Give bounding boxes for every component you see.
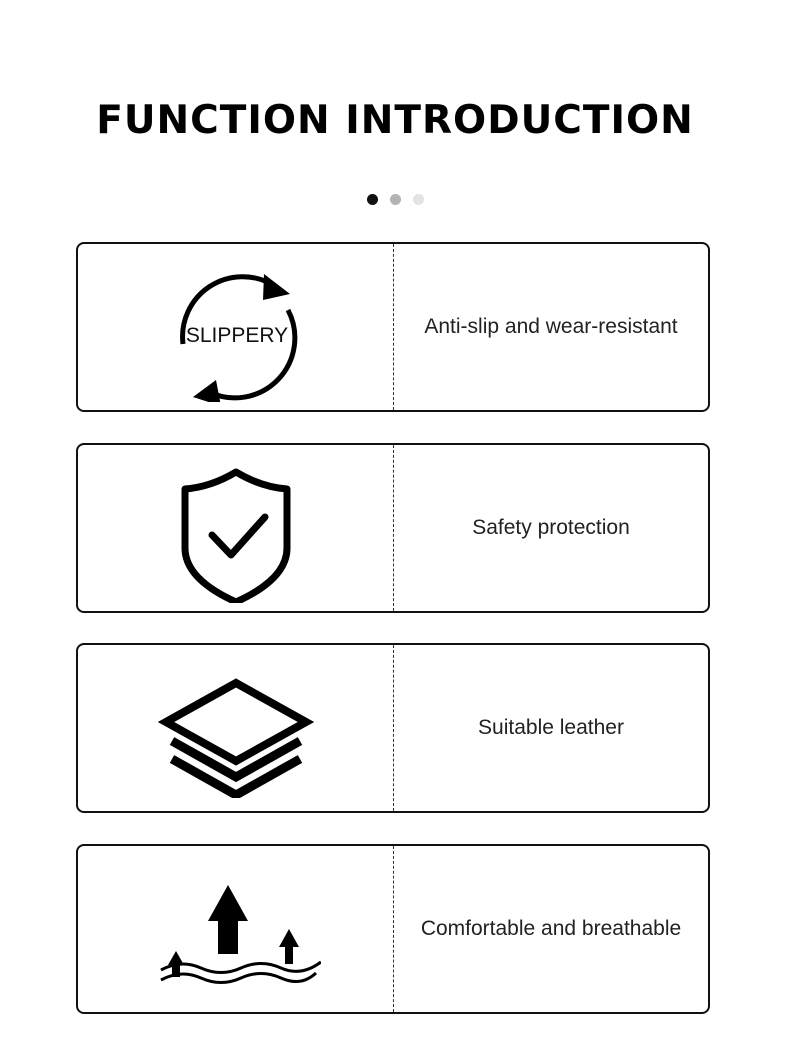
pager-dot-1[interactable] xyxy=(367,194,378,205)
feature-label: Safety protection xyxy=(472,516,630,539)
shield-check-icon xyxy=(161,453,311,603)
feature-card-leather xyxy=(76,643,710,813)
feature-label: Suitable leather xyxy=(478,716,624,739)
feature-icon-area xyxy=(78,846,393,1012)
page-title: FUNCTION INTRODUCTION xyxy=(96,98,694,143)
feature-label: Comfortable and breathable xyxy=(420,917,682,940)
feature-card-safety xyxy=(76,443,710,613)
feature-icon-area xyxy=(78,244,393,410)
feature-card-anti-slip xyxy=(76,242,710,412)
feature-icon-area xyxy=(78,445,393,611)
slippery-arrows-icon xyxy=(161,252,311,402)
pager-dot-2[interactable] xyxy=(390,194,401,205)
pager-dot-3[interactable] xyxy=(413,194,424,205)
carousel-pager xyxy=(0,194,790,205)
slippery-text: SLIPPERY xyxy=(185,324,288,347)
feature-label: Anti-slip and wear-resistant xyxy=(424,315,678,338)
layers-icon xyxy=(156,658,316,798)
feature-icon-area xyxy=(78,645,393,811)
feature-card-breathable xyxy=(76,844,710,1014)
breathable-arrows-icon xyxy=(151,869,321,989)
